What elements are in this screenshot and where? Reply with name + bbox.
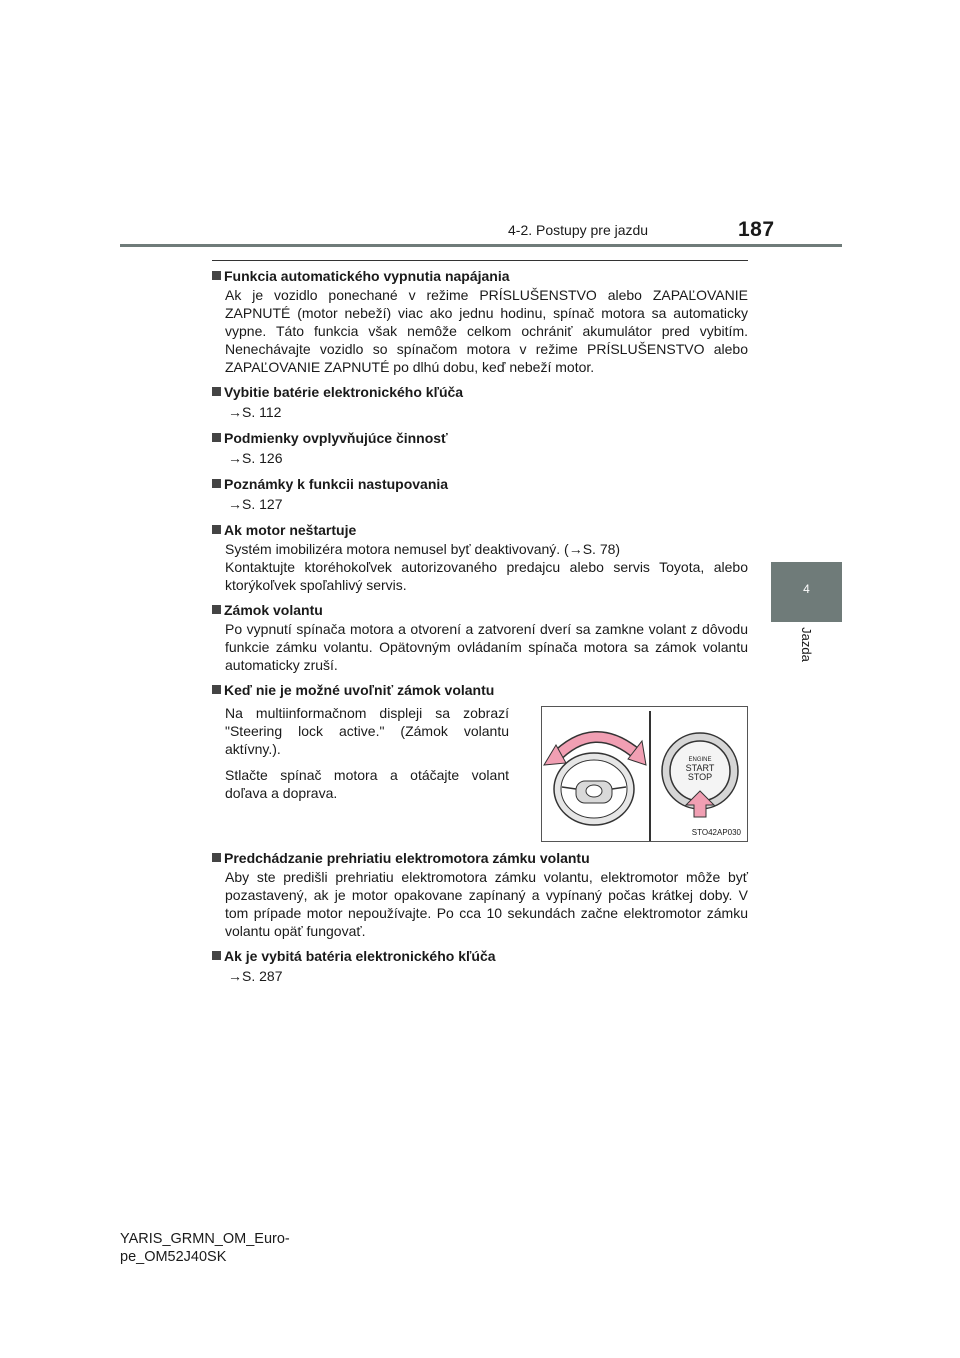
- square-bullet-icon: [212, 853, 221, 862]
- page-reference: →S. 127: [228, 496, 283, 512]
- square-bullet-icon: [212, 387, 221, 396]
- section-title: Zámok volantu: [212, 600, 748, 620]
- chapter-label-box: [771, 614, 842, 674]
- section-overheating: [212, 848, 748, 940]
- page-number: 187: [738, 218, 775, 241]
- square-bullet-icon: [212, 685, 221, 694]
- section-title: Keď nie je možné uvoľniť zámok volantu: [212, 680, 748, 700]
- page-content: [212, 266, 748, 992]
- square-bullet-icon: [212, 433, 221, 442]
- section-title: Ak motor neštartuje: [212, 520, 748, 540]
- section-title: Vybitie batérie elektronického kľúča: [212, 382, 748, 402]
- chapter-label: Jazda: [798, 626, 814, 662]
- section-steering-lock: [212, 600, 748, 674]
- engine-label: ENGINE: [688, 757, 712, 763]
- document-code-line: pe_OM52J40SK: [120, 1249, 227, 1265]
- section-header: 4-2. Postupy pre jazdu: [508, 222, 649, 238]
- content-rule: [212, 260, 748, 261]
- section-title: Predchádzanie prehriatiu elektromotora zámku volantu: [212, 848, 748, 868]
- section-auto-power-off: [212, 266, 748, 376]
- square-bullet-icon: [212, 479, 221, 488]
- section-engine-not-starting: [212, 520, 748, 594]
- square-bullet-icon: [212, 271, 221, 280]
- section-steering-lock-release: [212, 680, 748, 842]
- header-rule: [120, 244, 842, 247]
- page-reference: →S. 112: [228, 404, 282, 420]
- chapter-tab: [771, 562, 842, 622]
- document-code-line: YARIS_GRMN_OM_Euro-: [120, 1231, 290, 1247]
- square-bullet-icon: [212, 525, 221, 534]
- square-bullet-icon: [212, 605, 221, 614]
- square-bullet-icon: [212, 951, 221, 960]
- section-text: Na multiinformačnom displeji sa zobrazí "Steering lock active." (Zámok volantu aktívny.).: [225, 705, 509, 757]
- section-entry-notes: [212, 474, 748, 514]
- figure-text: [225, 704, 509, 842]
- text-with-figure: [212, 704, 748, 842]
- chapter-number: 4: [803, 582, 810, 596]
- section-text: Aby ste predišli prehriatiu elektromotora zámku volantu, elektromotor môže byť pozastavený, ak je motor opakovane zapínaný a vypínaný počas krátkej doby. V tom prípade motor nepoužívajte. Po cca 10 sekundách začne elektromotor zámku volantu opäť fungovať.: [225, 869, 748, 939]
- page-reference: →S. 287: [228, 968, 283, 984]
- section-key-battery: [212, 382, 748, 422]
- section-title: Poznámky k funkcii nastupovania: [212, 474, 748, 494]
- section-conditions: [212, 428, 748, 468]
- section-title: Ak je vybitá batéria elektronického kľúča: [212, 946, 748, 966]
- section-text: Kontaktujte ktoréhokoľvek autorizovaného predajcu alebo servis Toyota, alebo ktorýkoľvek spoľahlivý servis.: [225, 559, 748, 593]
- section-text: Systém imobilizéra motora nemusel byť deaktivovaný. (→S. 78): [225, 541, 621, 557]
- page-reference: →S. 126: [228, 450, 283, 466]
- section-key-battery-dead: [212, 946, 748, 986]
- steering-wheel-and-start-button-icon: [542, 707, 747, 841]
- section-text: Ak je vozidlo ponechané v režime PRÍSLUŠENSTVO alebo ZAPAĽOVANIE ZAPNUTÉ (motor nebeží) viac ako jednu hodinu, spínač motora sa automaticky vypne. Táto funkcia však nemôže celkom ochrániť akumulátor pred vybitím. Nenechávajte vozidlo so spínačom motora v režime PRÍSLUŠENSTVO alebo ZAPAĽOVANIE ZAPNUTÉ po dlhú dobu, keď nebeží motor.: [225, 287, 748, 375]
- section-text: Po vypnutí spínača motora a otvorení a zatvorení dverí sa zamkne volant z dôvodu funkcie zámku volantu. Opätovným ovládaním spínača motora sa zámok volantu automaticky zruší.: [225, 621, 748, 673]
- figure-code: STO42AP030: [691, 828, 741, 837]
- start-label: START: [685, 763, 715, 773]
- stop-label: STOP: [687, 772, 713, 782]
- steering-lock-figure: [541, 706, 748, 842]
- section-text: Stlačte spínač motora a otáčajte volant doľava a doprava.: [225, 767, 509, 801]
- section-title: Funkcia automatického vypnutia napájania: [212, 266, 748, 286]
- section-title: Podmienky ovplyvňujúce činnosť: [212, 428, 748, 448]
- document-code: [120, 1230, 290, 1266]
